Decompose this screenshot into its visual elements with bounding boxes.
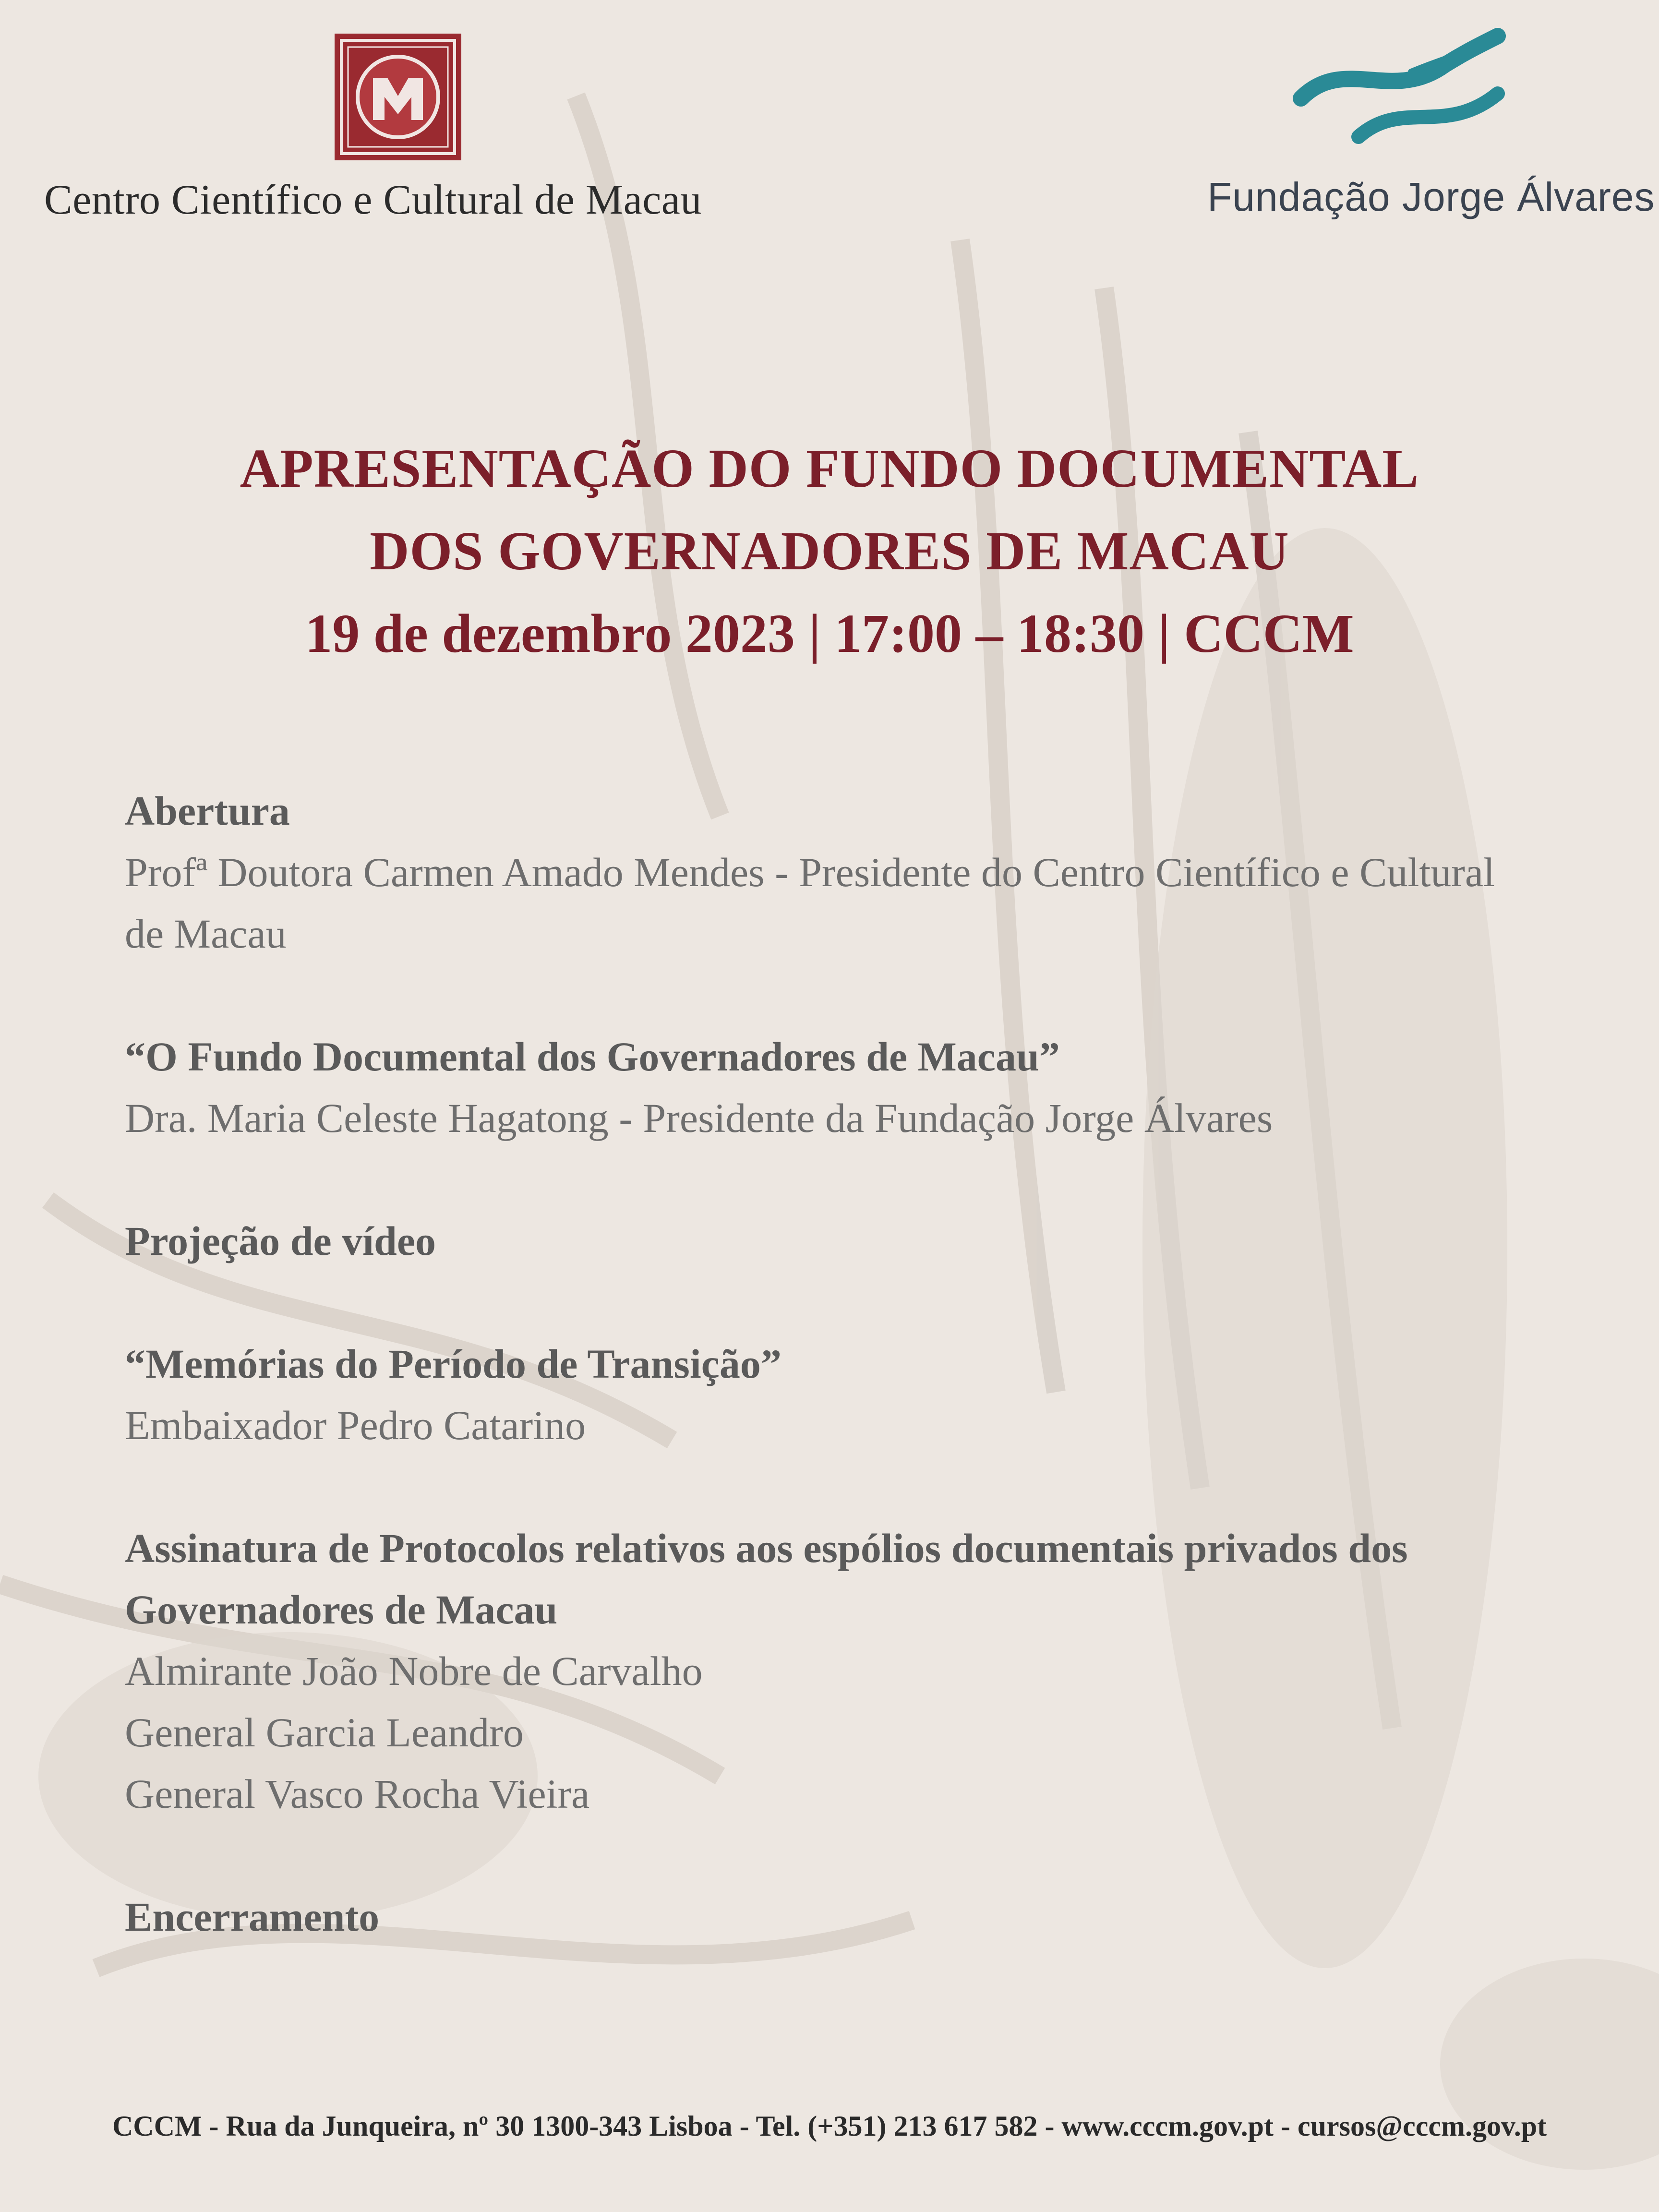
title-line-2: DOS GOVERNADORES DE MACAU (370, 520, 1289, 581)
fja-org-name: Fundação Jorge Álvares (1207, 174, 1655, 219)
program-item-title: Projeção de vídeo (125, 1218, 436, 1264)
program-item-title: “O Fundo Documental dos Governadores de Macau” (125, 1034, 1060, 1080)
program-item-projecao (125, 1210, 1575, 1272)
program-item-title-cont: Governadores de Macau (125, 1587, 558, 1633)
waves-logo-icon (1286, 26, 1507, 161)
program-item-title: Assinatura de Protocolos relativos aos espólios documentais privados dos (125, 1525, 1408, 1571)
program-item-signatory: General Garcia Leandro (125, 1709, 524, 1755)
program-item-fundo-documental (125, 1026, 1575, 1149)
event-title-block (0, 427, 1659, 675)
title-line-1: APRESENTAÇÃO DO FUNDO DOCUMENTAL (240, 438, 1419, 499)
cccm-m-emblem-icon (335, 34, 461, 160)
program-item-abertura (125, 780, 1575, 964)
program-item-speaker: Dra. Maria Celeste Hagatong - Presidente da Fundação Jorge Álvares (125, 1095, 1273, 1141)
program-item-signatory: General Vasco Rocha Vieira (125, 1771, 590, 1817)
program-item-encerramento (125, 1886, 1575, 1948)
program-item-speaker: Profª Doutora Carmen Amado Mendes - Presidente do Centro Científico e Cultural (125, 849, 1495, 895)
program-item-memorias (125, 1333, 1575, 1456)
program-item-assinatura (125, 1517, 1575, 1825)
program-item-speaker: Embaixador Pedro Catarino (125, 1402, 586, 1448)
event-date-time-venue: 19 de dezembro 2023 | 17:00 – 18:30 | CCCM (305, 603, 1354, 664)
footer-contact: CCCM - Rua da Junqueira, nº 30 1300-343 Lisboa - Tel. (+351) 213 617 582 - www.cccm.gov.pt - cursos@cccm.gov.pt (112, 2110, 1547, 2142)
program-item-speaker-cont: de Macau (125, 911, 287, 957)
program-item-title: “Memórias do Período de Transição” (125, 1341, 781, 1387)
program-list (125, 780, 1575, 2009)
cccm-org-name: Centro Científico e Cultural de Macau (44, 177, 702, 223)
program-item-signatory: Almirante João Nobre de Carvalho (125, 1648, 703, 1694)
program-item-title: Abertura (125, 788, 290, 834)
program-item-title: Encerramento (125, 1894, 380, 1940)
